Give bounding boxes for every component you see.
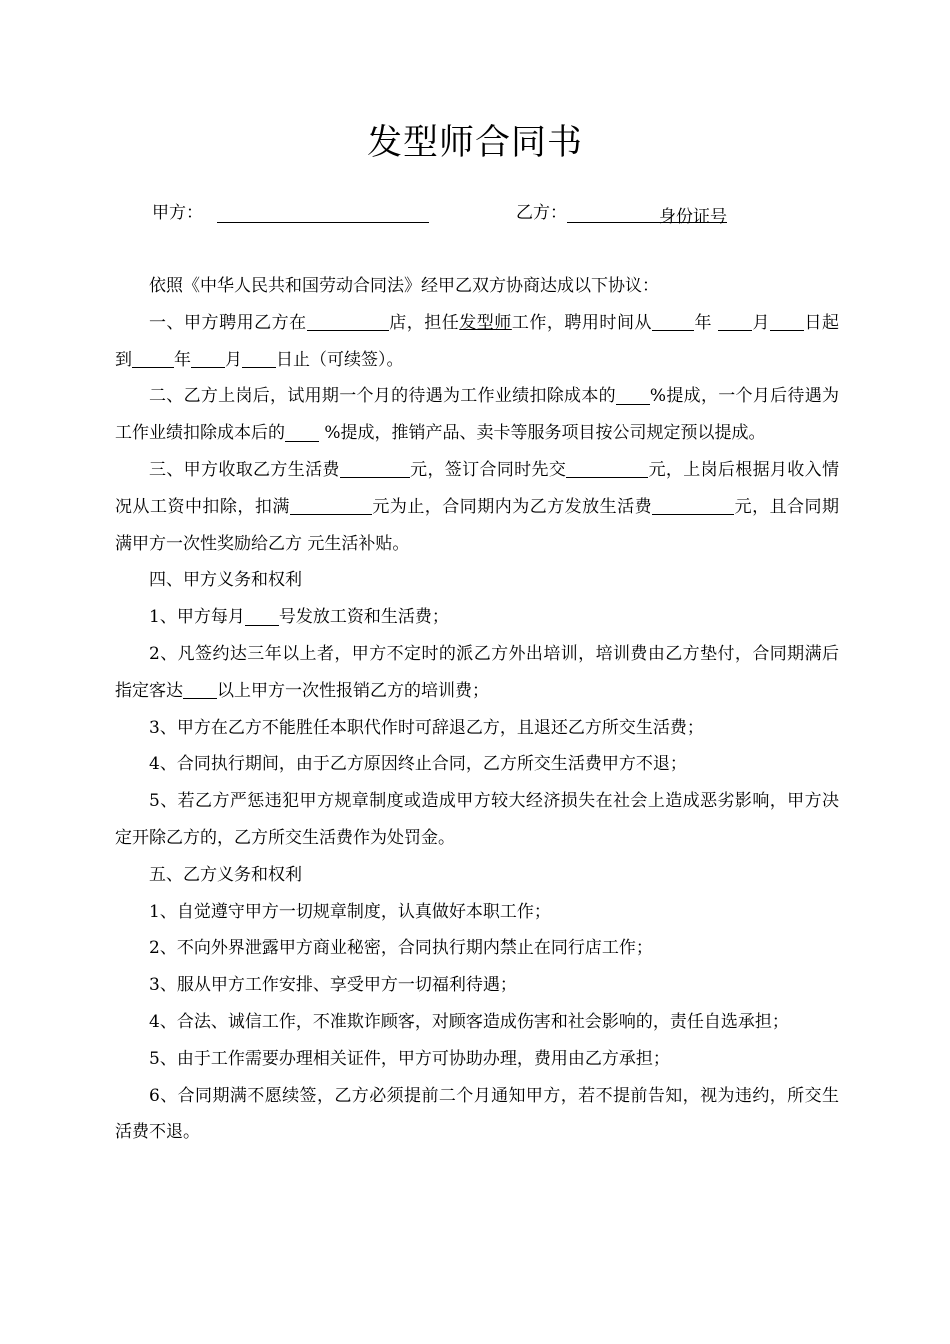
c1-text-a: 一、甲方聘用乙方在	[149, 312, 307, 333]
allowance-blank	[652, 495, 734, 516]
c1-text-h: 月	[225, 349, 242, 370]
intro-paragraph: 依照《中华人民共和国劳动合同法》经甲乙双方协商达成以下协议：	[149, 276, 659, 296]
s4-i1-text-a: 1、甲方每月	[149, 607, 245, 628]
s5-item: 3、服从甲方工作安排、享受甲方一切福利待遇；	[149, 975, 517, 996]
s4-item-5: 5、若乙方严惩违犯甲方规章制度或造成甲方较大经济损失在社会上造成恶劣影响，甲方决定开除乙方的，乙方所交生活费作为处罚金。	[115, 791, 839, 848]
page-title: 发型师合同书	[366, 123, 583, 164]
c3-text-e: 元，且合同期满甲方一次性奖励给乙方 元生活补贴。	[115, 496, 840, 554]
c1-text-b: 店，担任	[388, 312, 460, 333]
c3-text-a: 三、甲方收取乙方生活费	[149, 459, 340, 480]
s5-item: 2、不向外界泄露甲方商业秘密，合同执行期内禁止在同行店工作；	[149, 938, 653, 959]
upfront-blank	[566, 458, 648, 479]
party-a	[152, 198, 429, 223]
contract-body	[115, 268, 839, 1151]
start-year-blank	[652, 311, 694, 332]
s4-item-2	[115, 636, 839, 710]
end-day-blank	[242, 347, 276, 368]
role-text: 发型师	[459, 312, 512, 333]
c3-text-d: 元为止，合同期内为乙方发放生活费	[371, 496, 653, 517]
c1-text-g: 年	[174, 349, 191, 370]
party-b-blank	[567, 202, 727, 227]
party-b	[516, 198, 727, 227]
c1-text-d: 年	[693, 312, 713, 333]
clause-1	[115, 305, 839, 379]
store-blank	[307, 311, 389, 332]
c2-text-c: %提成，推销产品、卖卡等服务项目按公司规定预以提成。	[319, 423, 766, 444]
end-month-blank	[191, 347, 225, 368]
start-day-blank	[770, 311, 804, 332]
parties-row	[152, 198, 852, 228]
c3-text-b: 元，签订合同时先交	[409, 459, 567, 480]
c1-text-e: 月	[751, 312, 771, 333]
party-a-blank	[217, 202, 429, 223]
c2-text-b: %提成，一个月后待遇为工作业绩扣除成本后的	[115, 386, 840, 444]
s4-i1-text-b: 号发放工资和生活费；	[278, 607, 449, 628]
c1-text-f: 日起到	[115, 312, 840, 370]
c1-text-i: 日止（可续签）。	[276, 349, 404, 370]
s4-i2-text-b: 以上甲方一次性报销乙方的培训费；	[217, 680, 489, 701]
clause-3	[115, 452, 839, 562]
payday-blank	[245, 605, 279, 626]
start-month-blank	[718, 311, 752, 332]
s5-item: 1、自觉遵守甲方一切规章制度，认真做好本职工作；	[149, 901, 551, 922]
clause-2	[115, 378, 839, 452]
s5-item: 5、由于工作需要办理相关证件，甲方可协助办理，费用由乙方承担；	[149, 1048, 670, 1069]
end-year-blank	[132, 347, 174, 368]
s4-item-1	[115, 599, 839, 636]
c1-text-c: 工作，聘用时间从	[511, 312, 652, 333]
s4-item-3: 3、甲方在乙方不能胜任本职代作时可辞退乙方，且退还乙方所交生活费；	[149, 717, 704, 738]
party-a-label: 甲方：	[152, 203, 203, 223]
party-b-id-label: 身份证号	[659, 207, 727, 227]
client-count-blank	[183, 679, 217, 700]
s4-item-4: 4、合同执行期间，由于乙方原因终止合同，乙方所交生活费甲方不退；	[149, 754, 687, 775]
s5-item: 6、合同期满不愿续签，乙方必须提前二个月通知甲方，若不提前告知，视为违约，所交生活费不退。	[115, 1085, 839, 1143]
deduct-blank	[290, 495, 372, 516]
living-fee-blank	[340, 458, 410, 479]
section-4-heading: 四、甲方义务和权利	[149, 570, 302, 591]
c2-text-a: 二、乙方上岗后，试用期一个月的待遇为工作业绩扣除成本的	[149, 386, 616, 407]
trial-percent-blank	[616, 384, 650, 405]
s4-i2-text-a: 2、凡签约达三年以上者，甲方不定时的派乙方外出培训，培训费由乙方垫付，合同期满后指定客达	[115, 643, 839, 701]
c3-text-c: 元，上岗后根据月收入情况从工资中扣除，扣满	[115, 459, 839, 517]
party-b-label: 乙方：	[516, 203, 567, 223]
section-5-heading: 五、乙方义务和权利	[149, 864, 302, 885]
regular-percent-blank	[285, 421, 319, 442]
s5-item: 4、合法、诚信工作，不准欺诈顾客，对顾客造成伤害和社会影响的，责任自选承担；	[149, 1011, 789, 1032]
